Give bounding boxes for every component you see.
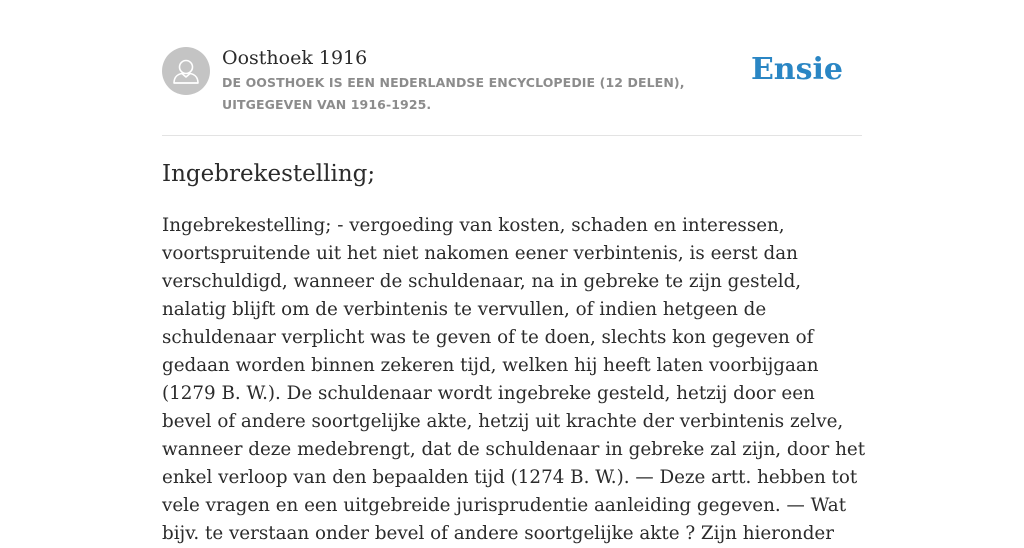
ensie-logo[interactable]: Ensie: [750, 52, 843, 87]
source-header: [162, 46, 862, 136]
entry-title: Ingebrekestelling;: [162, 161, 376, 187]
user-icon[interactable]: [162, 47, 210, 95]
header-divider: [162, 135, 862, 136]
source-title[interactable]: Oosthoek 1916: [222, 47, 368, 69]
entry-body: Ingebrekestelling; - vergoeding van kosten, schaden en interessen, voortspruitende uit het niet nakomen eener verbintenis, is eerst dan verschuldigd, wanneer de schuldenaar, na in gebreke te zijn gesteld, nalatig blijft om de verbintenis te vervullen, of indien hetgeen de schuldenaar verplicht was te geven of te doen, slechts kon gegeven of gedaan worden binnen zekeren tijd, welken hij heeft laten voorbijgaan (1279 B. W.). De schuldenaar wordt ingebreke gesteld, hetzij door een bevel of andere soortgelijke akte, hetzij uit krachte der verbintenis zelve, wanneer deze medebrengt, dat de schuldenaar in gebreke zal zijn, door het enkel verloop van den bepaalden tijd (1274 B. W.). — Deze artt. hebben tot vele vragen en een uitgebreide jurisprudentie aanleiding gegeven. — Wat bijv. te verstaan onder bevel of andere soortgelijke akte ? Zijn hieronder: [162, 215, 866, 544]
source-description: DE OOSTHOEK IS EEN NEDERLANDSE ENCYCLOPEDIE (12 DELEN), UITGEGEVEN VAN 1916-1925.: [222, 75, 685, 112]
